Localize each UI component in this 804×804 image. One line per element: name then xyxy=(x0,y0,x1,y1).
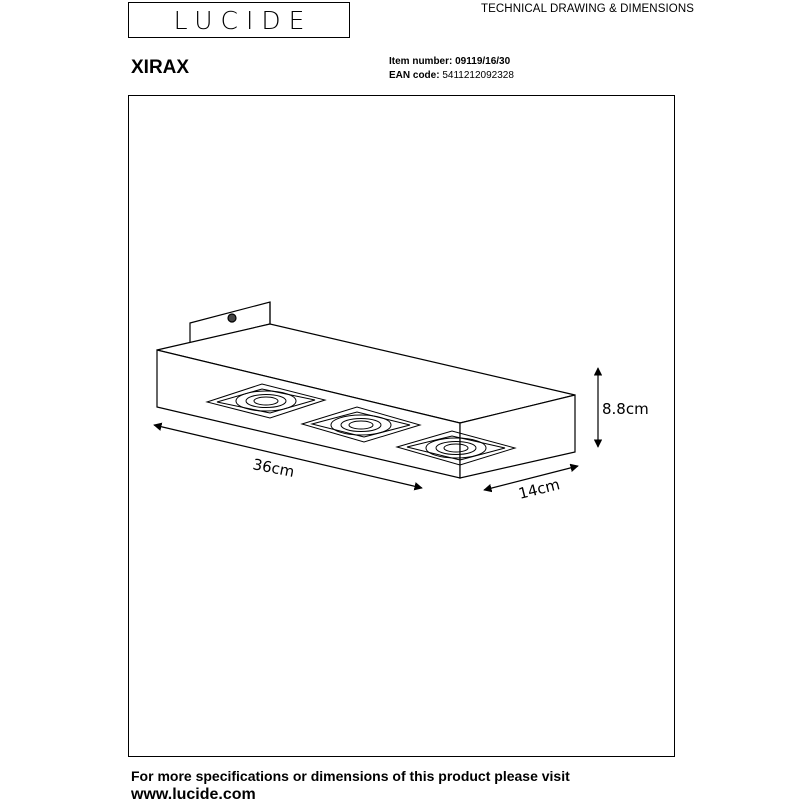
item-number-label: Item number: xyxy=(389,56,453,67)
length-label: 36cm xyxy=(251,455,296,481)
ean-code-value: 5411212092328 xyxy=(442,70,514,81)
ean-code-label: EAN code: xyxy=(389,70,440,81)
height-label: 8.8cm xyxy=(602,400,649,418)
header-caption: TECHNICAL DRAWING & DIMENSIONS xyxy=(481,3,694,15)
item-number-value: 09119/16/30 xyxy=(455,56,511,67)
brand-logo: LUCIDE xyxy=(128,2,350,38)
depth-label: 14cm xyxy=(516,475,562,503)
lamp-body xyxy=(157,302,575,478)
mount-screw xyxy=(228,314,236,322)
footer-text: For more specifications or dimensions of this product please visit xyxy=(131,768,570,784)
product-name: XIRAX xyxy=(131,57,190,78)
footer-url[interactable]: www.lucide.com xyxy=(131,786,256,803)
